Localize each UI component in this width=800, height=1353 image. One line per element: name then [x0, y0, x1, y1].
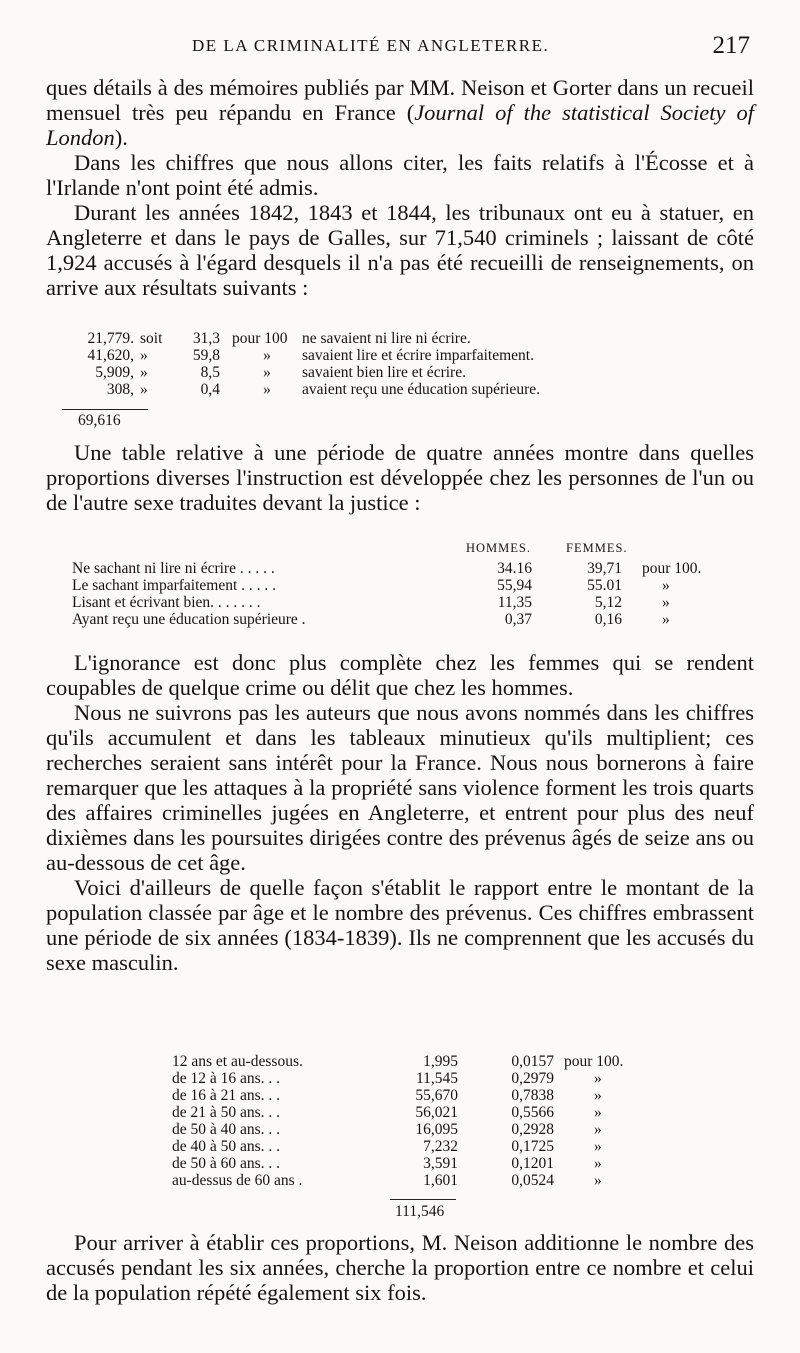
table-row: 41,620, » 59,8 » savaient lire et écrire imparfaitement.: [87, 347, 534, 364]
sex-education-table: [72, 560, 722, 628]
text-block-top: [46, 75, 754, 300]
table-row: 308, » 0,4 » avaient reçu une éducation supérieure.: [106, 381, 540, 398]
sum-rule: [62, 409, 148, 410]
table-row: de 12 à 16 ans. . . 11,545 0,2979 »: [172, 1070, 602, 1087]
table-row: 21,779. soit 31,3 pour 100 ne savaient ni lire ni écrire.: [87, 330, 471, 347]
table-row: 5,909, » 8,5 » savaient bien lire et écrire.: [95, 364, 466, 381]
paragraph-age: Voici d'ailleurs de quelle façon s'établit le rapport entre le montant de la population classée par âge et le nombre des prévenus. Ces chiffres embrassent une période de six années (1834-1839). Ils ne comprennent que les accusés du sexe masculin.: [46, 875, 754, 975]
table-row: Ne sachant ni lire ni écrire . . . . . 34.16 39,71 pour 100.: [72, 560, 702, 577]
age-table: [172, 1053, 654, 1189]
text-block-bottom: [46, 1230, 754, 1305]
table-row: de 21 à 50 ans. . . 56,021 0,5566 »: [172, 1104, 602, 1121]
paragraph-years: Durant les années 1842, 1843 et 1844, les tribunaux ont eu à statuer, en Angleterre et dans le pays de Galles, sur 71,540 criminels ; laissant de côté 1,924 accusés à l'égard desquels il n'a pas été recueilli de renseignements, on arrive aux résultats suivants :: [46, 200, 754, 300]
paragraph-scope: Dans les chiffres que nous allons citer, les faits relatifs à l'Écosse et à l'Irlande n'ont point été admis.: [46, 150, 754, 200]
journal-title: Journal of the statistical Society of London: [46, 100, 754, 150]
education-table: [62, 330, 540, 398]
column-header-women: FEMMES.: [566, 541, 628, 555]
text-block-sex: [46, 440, 754, 515]
table-total: 111,546: [395, 1203, 445, 1220]
paragraph-sex-table: Une table relative à une période de quatre années montre dans quelles proportions diverses l'instruction est développée chez les personnes de l'un ou de l'autre sexe traduites devant la justice :: [46, 440, 754, 515]
table-row: Le sachant imparfaitement . . . . . 55,94 55.01 »: [72, 577, 670, 594]
paragraph-continued: ques détails à des mémoires publiés par MM. Neison et Gorter dans un recueil mensuel très peu répandu en France (Journal of the statistical Society of London).: [46, 75, 754, 150]
table-row: de 16 à 21 ans. . . 55,670 0,7838 »: [172, 1087, 602, 1104]
table-total: 69,616: [78, 412, 121, 429]
table-row: Lisant et écrivant bien. . . . . . . 11,35 5,12 »: [72, 594, 670, 611]
page-header: [0, 32, 800, 66]
table-row: 12 ans et au-dessous. 1,995 0,0157 pour 100.: [172, 1053, 624, 1070]
table-row: Ayant reçu une éducation supérieure . 0,37 0,16 »: [72, 611, 670, 628]
running-title: DE LA CRIMINALITÉ EN ANGLETERRE.: [192, 36, 550, 55]
table-row: de 50 à 40 ans. . . 16,095 0,2928 »: [172, 1121, 602, 1138]
table-row: au-dessus de 60 ans . 1,601 0,0524 »: [172, 1172, 602, 1189]
page-number: 217: [712, 32, 750, 59]
text-block-middle: [46, 650, 754, 975]
column-header-men: HOMMES.: [466, 541, 531, 555]
table-row: de 40 à 50 ans. . . 7,232 0,1725 »: [172, 1138, 602, 1155]
sum-rule: [390, 1199, 456, 1200]
paragraph-authors: Nous ne suivrons pas les auteurs que nous avons nommés dans les chiffres qu'ils accumulent et dans les tableaux minutieux qu'ils multiplient; ces recherches seraient sans intérêt pour la France. Nous nous bornerons à faire remarquer que les attaques à la propriété sans violence forment les trois quarts des affaires criminelles jugées en Angleterre, et entrent pour plus des neuf dixièmes dans les poursuites dirigées contre des prévenus âgés de seize ans ou au-dessous de cet âge.: [46, 700, 754, 875]
paragraph-ignorance: L'ignorance est donc plus complète chez les femmes qui se rendent coupables de quelque crime ou délit que chez les hommes.: [46, 650, 754, 700]
table-row: de 50 à 60 ans. . . 3,591 0,1201 »: [172, 1155, 602, 1172]
paragraph-method: Pour arriver à établir ces proportions, M. Neison additionne le nombre des accusés pendant les six années, cherche la proportion entre ce nombre et celui de la population répété également six fois.: [46, 1230, 754, 1305]
